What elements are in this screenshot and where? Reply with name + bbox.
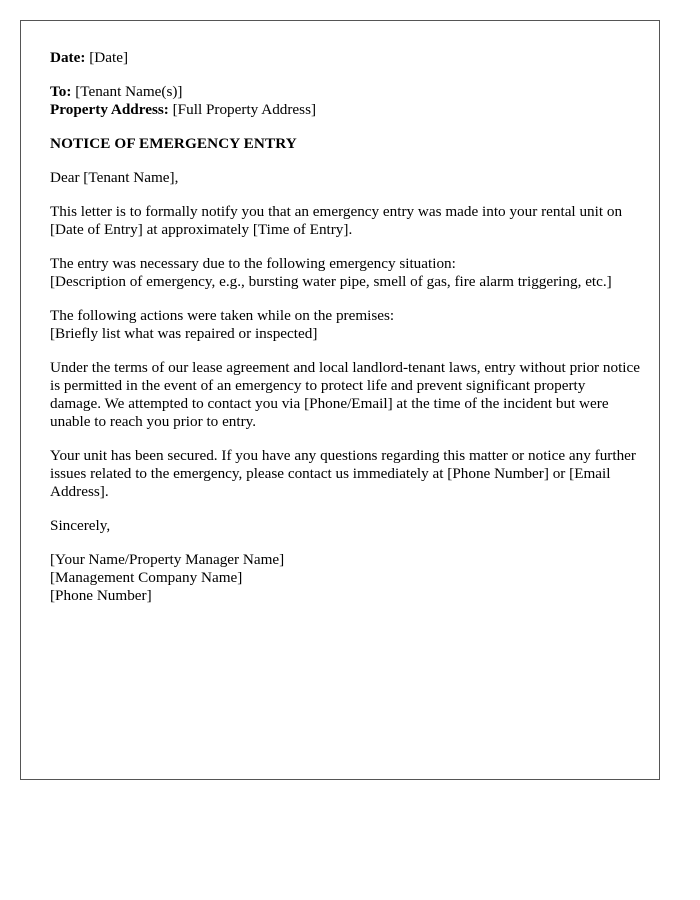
paragraph-secured: Your unit has been secured. If you have any questions regarding this matter or notice any further issues related to the emergency, please contact us immediately at [Phone Number] or [Email Address]. — [50, 447, 636, 500]
paragraph-legal: Under the terms of our lease agreement and local landlord-tenant laws, entry without prior notice is permitted in the event of an emergency to protect life and prevent significant property damage. We attempted to contact you via [Phone/Email] at the time of the incident but were unable to reach you prior to entry. — [50, 359, 640, 430]
emergency-intro: The entry was necessary due to the following emergency situation: — [50, 255, 456, 272]
letter-page — [20, 20, 660, 780]
date-line — [50, 49, 640, 67]
salutation: Dear [Tenant Name], — [50, 169, 179, 186]
paragraph-notification: This letter is to formally notify you that an emergency entry was made into your rental unit on [Date of Entry] at approximately [Time of Entry]. — [50, 203, 623, 238]
address-line — [50, 101, 640, 119]
paragraph-emergency — [50, 255, 640, 291]
to-label: To: — [50, 83, 72, 100]
address-label: Property Address: — [50, 101, 169, 118]
recipient-block — [50, 83, 640, 119]
closing: Sincerely, — [50, 517, 111, 534]
letter-title: NOTICE OF EMERGENCY ENTRY — [50, 135, 297, 152]
actions-intro: The following actions were taken while on the premises: — [50, 307, 395, 324]
signature-company: [Management Company Name] — [50, 569, 243, 586]
address-value: [Full Property Address] — [172, 101, 317, 118]
letter-body — [50, 49, 640, 621]
paragraph-actions — [50, 307, 640, 343]
signature-name: [Your Name/Property Manager Name] — [50, 551, 285, 568]
signature-block — [50, 551, 640, 605]
emergency-description: [Description of emergency, e.g., bursting water pipe, smell of gas, fire alarm triggering, etc.] — [50, 273, 612, 290]
date-label: Date: — [50, 49, 86, 66]
signature-phone: [Phone Number] — [50, 587, 152, 604]
date-value: [Date] — [89, 49, 129, 66]
actions-detail: [Briefly list what was repaired or inspected] — [50, 325, 318, 342]
to-value: [Tenant Name(s)] — [75, 83, 183, 100]
to-line — [50, 83, 640, 101]
